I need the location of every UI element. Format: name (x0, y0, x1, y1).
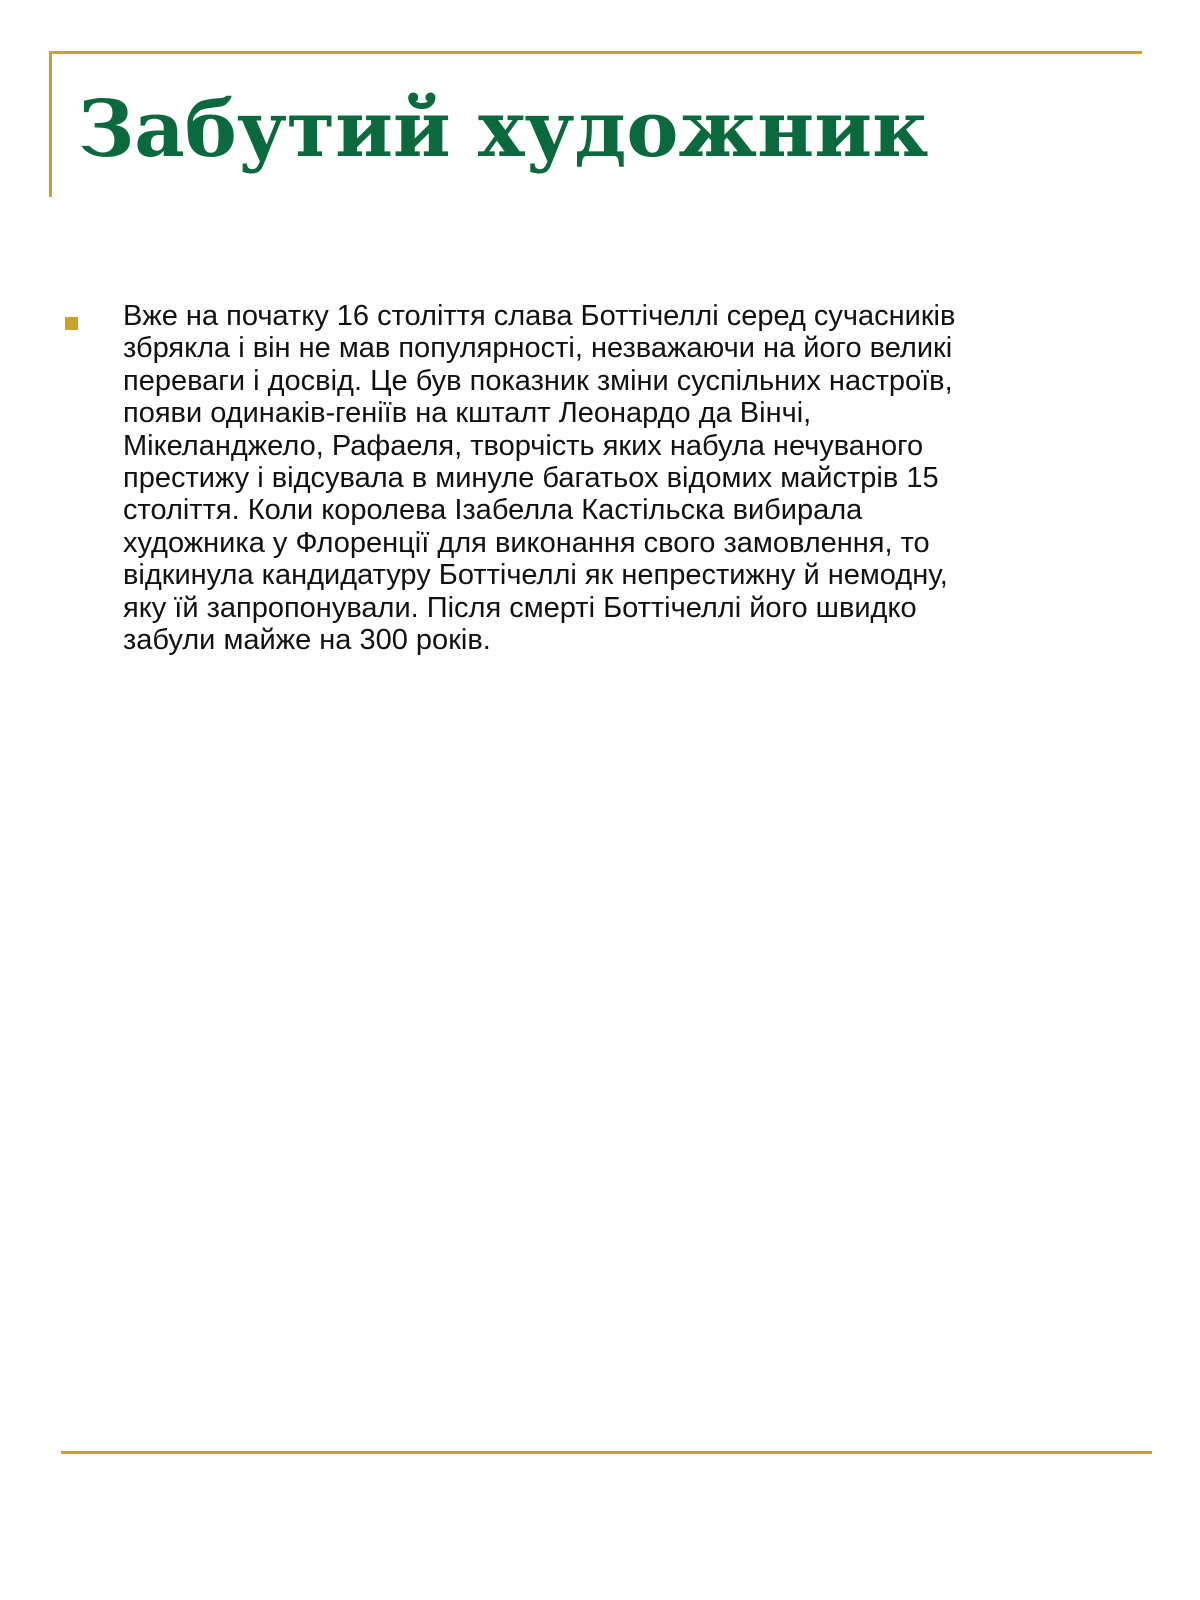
paragraph-line: яку їй запропонували. Після смерті Боттічеллі його швидко (123, 591, 917, 624)
paragraph-line: переваги і досвід. Це був показник зміни суспільних настроїв, (123, 364, 953, 397)
paragraph-line: забули майже на 300 років. (123, 624, 491, 657)
paragraph-line: Мікеланджело, Рафаеля, творчість яких набула нечуваного (123, 429, 924, 462)
bullet-paragraph (123, 300, 1103, 656)
paragraph-line: збрякла і він не мав популярності, незважаючи на його великі (123, 332, 953, 365)
paragraph-line: престижу і відсувала в минуле багатьох відомих майстрів 15 (123, 462, 939, 495)
paragraph-line: художника у Флоренції для виконання свого замовлення, то (123, 526, 930, 559)
paragraph-line: появи одинаків-геніїв на кшталт Леонардо да Вінчі, (123, 397, 812, 430)
slide-title: Забутий художник (78, 84, 929, 175)
paragraph-line: відкинула кандидатуру Боттічеллі як непрестижну й немодну, (123, 559, 948, 592)
paragraph-line: століття. Коли королева Ізабелла Кастільска вибирала (123, 494, 863, 527)
top-divider-line (50, 51, 1142, 54)
paragraph-line: Вже на початку 16 століття слава Боттічеллі серед сучасників (123, 300, 956, 332)
title-left-accent-line (49, 51, 52, 197)
square-bullet-icon (65, 317, 78, 330)
bottom-divider-line (61, 1451, 1152, 1454)
